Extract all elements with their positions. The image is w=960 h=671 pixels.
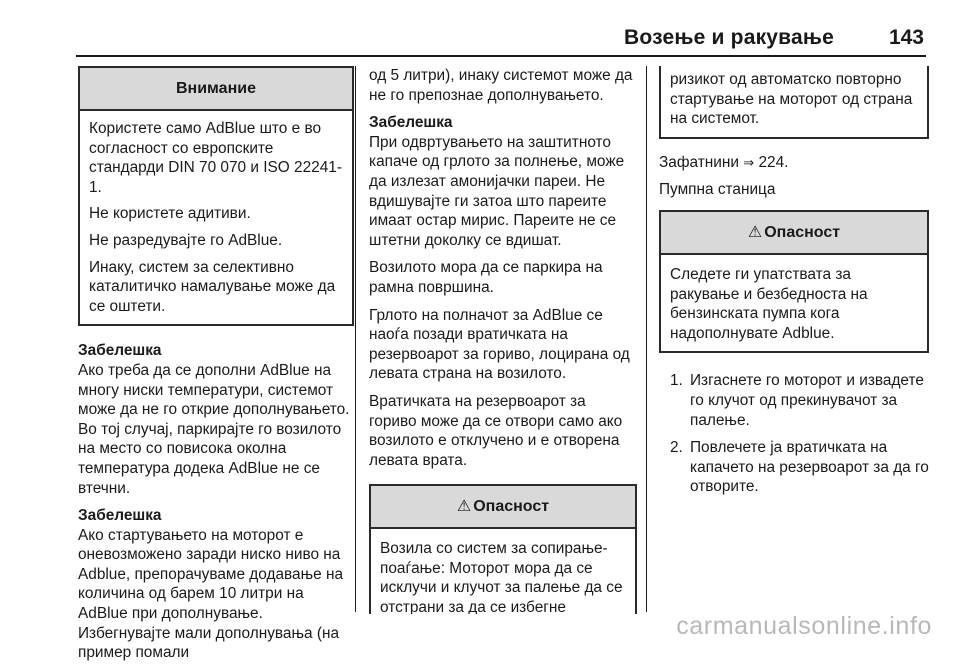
step-number: 2. bbox=[670, 439, 683, 457]
column-left bbox=[78, 66, 354, 671]
note-block bbox=[369, 113, 637, 250]
column-middle bbox=[369, 66, 637, 614]
danger-box-body bbox=[661, 255, 927, 351]
note-title: Забелешка bbox=[78, 342, 162, 360]
danger-text: Следете ги упатствата за ракување и безбедноста на бензинската пумпа кога надополнувате Adblue. bbox=[670, 265, 868, 342]
watermark: carmanualsonline.info bbox=[676, 612, 932, 640]
note-block bbox=[78, 506, 354, 663]
note-title: Забелешка bbox=[369, 114, 453, 132]
note-text: При одвртувањето на заштитното капаче од грлото за полнење, може да излезат амонијачки пареи. Не вдишувајте ги затоа што пареите имаат остар мирис. Пареите не се штетни доколку се вдишат. bbox=[369, 133, 625, 249]
column-separator bbox=[646, 66, 647, 612]
caution-paragraph: Користете само AdBlue што е во согласност со европските стандарди DIN 70 070 и ISO 22241-1. bbox=[89, 120, 342, 196]
danger-text: Возила со систем за сопирање-поаѓање: Моторот мора да се исклучи и клучот за палење да се отстрани за да се избегне bbox=[380, 540, 623, 615]
warning-triangle-icon: ⚠ bbox=[456, 498, 472, 516]
continued-paragraph: од 5 литри), инаку системот може да не го препознае дополнувањето. bbox=[369, 67, 633, 104]
header-rule bbox=[76, 55, 926, 57]
steps-list bbox=[659, 371, 929, 497]
danger-box-continued bbox=[659, 66, 929, 139]
caution-paragraph: Не разредувајте го AdBlue. bbox=[89, 231, 283, 249]
note-text: Ако стартувањето на моторот е оневозможено заради ниско ниво на Adblue, препорачуваме додавање на количина од барем 10 литри на AdBlue при дополнување. Избегнувајте мали дополнувања (на пример помали bbox=[78, 526, 343, 662]
note-text: Ако треба да се дополни AdBlue на многу ниски температури, системот може да не го открие дополнувањето. Во тој случај, паркирајте го возилото на место со повисока околна температура додека AdBlue не се втечни. bbox=[78, 361, 350, 497]
step-text: Изгаснете го моторот и извадете го клучот од прекинувачот за палење. bbox=[690, 372, 924, 429]
page-number: 143 bbox=[888, 26, 924, 49]
caution-box-body bbox=[80, 111, 352, 324]
danger-heading-text: Опасност bbox=[764, 223, 841, 241]
body-paragraph: Вратичката на резервоарот за гориво може да се отвори само ако возилото е отклучено и е отворена левата врата. bbox=[369, 392, 623, 469]
note-block bbox=[78, 341, 354, 498]
danger-box bbox=[369, 484, 637, 614]
danger-box-body bbox=[371, 529, 635, 614]
section-heading: Пумпна станица bbox=[659, 181, 776, 199]
column-separator bbox=[355, 66, 356, 612]
body-paragraph: Возилото мора да се паркира на рамна површина. bbox=[369, 259, 603, 296]
list-item bbox=[659, 371, 929, 430]
cross-reference bbox=[659, 153, 929, 173]
list-item bbox=[659, 438, 929, 497]
danger-box-heading bbox=[661, 212, 927, 255]
danger-heading-text: Опасност bbox=[473, 498, 550, 516]
cross-reference-label: Зафатнини bbox=[659, 153, 739, 171]
step-text: Повлечете ја вратичката на капачето на резервоарот за да го отворите. bbox=[690, 439, 929, 496]
page-reference-arrow-icon: ⇒ bbox=[743, 154, 755, 170]
body-paragraph: Грлото на полначот за AdBlue се наоѓа позади вратичката на резервоарот за гориво, лоцирана од левата страна на возилото. bbox=[369, 306, 630, 383]
column-right bbox=[659, 66, 929, 505]
danger-continued-text: ризикот од автоматско повторно стартување на моторот од страна на системот. bbox=[670, 71, 913, 128]
step-number: 1. bbox=[670, 372, 683, 390]
caution-box-heading: Внимание bbox=[80, 68, 352, 111]
danger-box bbox=[659, 210, 929, 353]
note-title: Забелешка bbox=[78, 507, 162, 525]
caution-box bbox=[78, 66, 354, 326]
cross-reference-page[interactable]: 224. bbox=[758, 153, 789, 171]
caution-paragraph: Инаку, систем за селективно каталитичко намалување може да се оштети. bbox=[89, 258, 336, 315]
chapter-title: Возење и ракување bbox=[624, 26, 834, 49]
caution-paragraph: Не користете адитиви. bbox=[89, 205, 251, 223]
danger-box-heading bbox=[371, 486, 635, 529]
warning-triangle-icon: ⚠ bbox=[747, 223, 763, 241]
